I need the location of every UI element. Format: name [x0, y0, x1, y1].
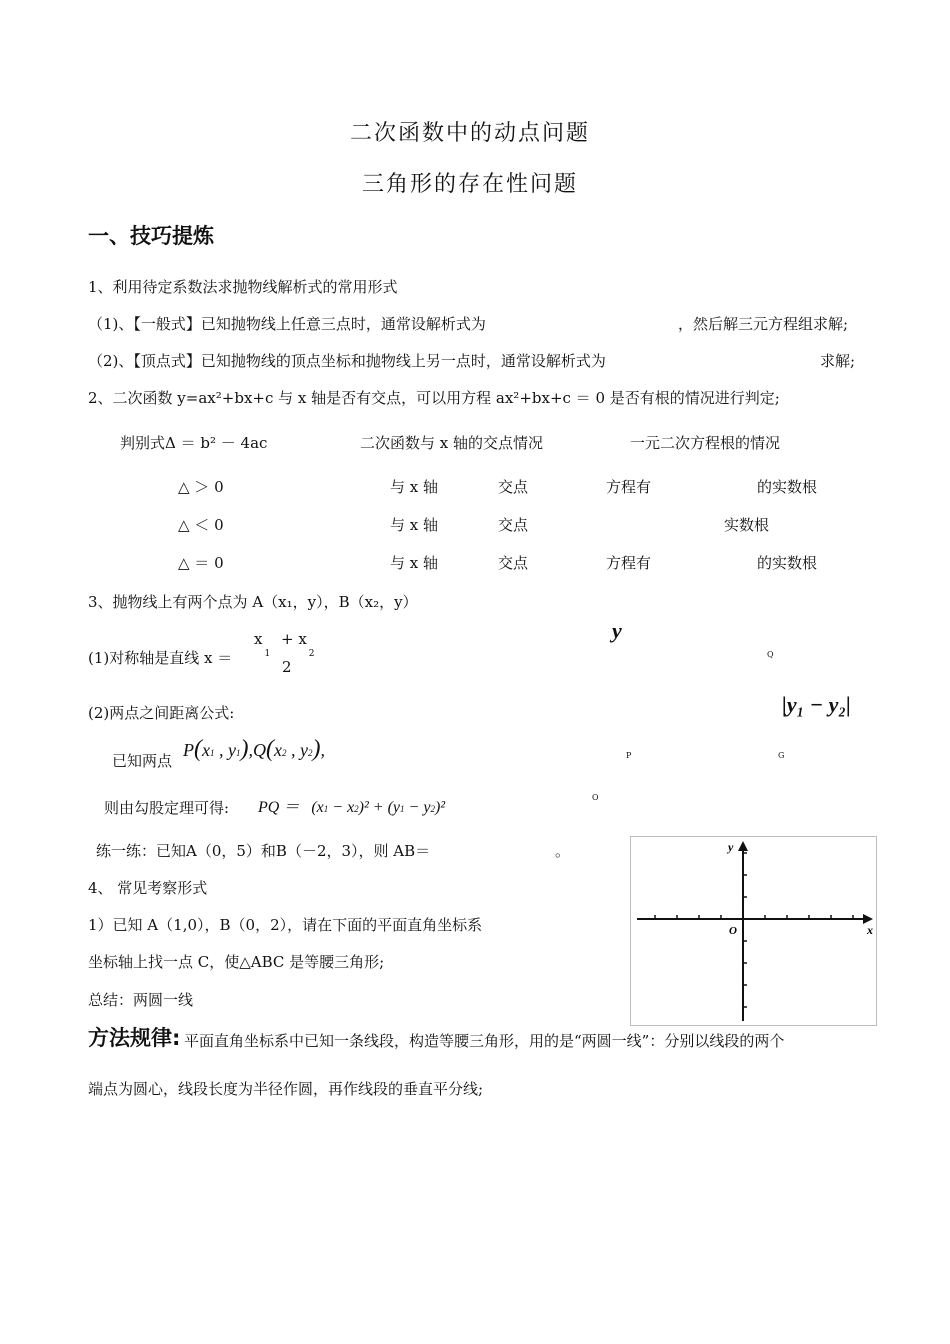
- points-formula: P(x1 , y1),Q(x2 , y2),: [183, 736, 325, 762]
- table-cell: 方程有: [606, 554, 652, 572]
- fig-label-o: O: [592, 793, 599, 802]
- table-header-discriminant: 判别式Δ ＝ b² － 4ac: [120, 434, 268, 452]
- distance-formula: PQ ＝ (x1 − x2)² + (y1 − y2)²: [258, 799, 446, 816]
- table-cell: △ ＜ 0: [178, 516, 224, 534]
- x-axis-label: x: [867, 923, 873, 937]
- fig-label-q: Q: [767, 650, 774, 659]
- axis-fraction: $x_1 + x_2$ 2: [254, 630, 315, 676]
- practice-question: 练一练：已知A（0，5）和B（－2，3），则 AB＝: [96, 842, 431, 860]
- table-cell: 的实数根: [757, 478, 818, 496]
- table-header-intersection: 二次函数与 x 轴的交点情况: [360, 434, 543, 452]
- table-cell: 交点: [498, 554, 529, 572]
- table-cell: 方程有: [606, 478, 652, 496]
- item-4-1: 1）已知 A（1,0），B（0，2），请在下面的平面直角坐标系: [88, 916, 483, 934]
- doc-title: 二次函数中的动点问题: [350, 121, 591, 146]
- item-4-2: 坐标轴上找一点 C，使△ABC 是等腰三角形;: [88, 953, 385, 971]
- fig-label-abs: |y₁ − y₂|: [782, 692, 851, 717]
- item-1: 1、利用待定系数法求抛物线解析式的常用形式: [88, 278, 398, 296]
- fig-label-p: P: [626, 751, 632, 760]
- y-axis-arrow: [738, 841, 748, 851]
- table-cell: △ ＝ 0: [178, 554, 224, 572]
- method-label: 方法规律:: [88, 1026, 181, 1050]
- pythagoras-label: 则由勾股定理可得:: [104, 799, 230, 817]
- item-3-2: (2)两点之间距离公式:: [88, 704, 235, 722]
- table-cell: 交点: [498, 516, 529, 534]
- origin-label: O: [729, 925, 737, 937]
- item-1-2: （2)、【顶点式】已知抛物线的顶点坐标和抛物线上另一点时，通常设解析式为: [88, 352, 606, 370]
- table-header-roots: 一元二次方程根的情况: [630, 434, 781, 452]
- fig-label-g: G: [778, 751, 785, 760]
- item-4: 4、 常见考察形式: [88, 879, 208, 897]
- item-2: 2、二次函数 y=ax²+bx+c 与 x 轴是否有交点，可以用方程 ax²+bx+c ＝ 0 是否有根的情况进行判定;: [88, 389, 780, 407]
- method-text-2: 端点为圆心，线段长度为半径作圆，再作线段的垂直平分线;: [88, 1080, 484, 1098]
- table-cell: 与 x 轴: [390, 516, 438, 534]
- fig-label-y: y: [612, 618, 622, 643]
- coordinate-graph: [630, 836, 877, 1026]
- summary: 总结：两圆一线: [88, 991, 194, 1009]
- table-cell: 交点: [498, 478, 529, 496]
- item-3: 3、抛物线上有两个点为 A（x₁，y），B（x₂，y）: [88, 593, 418, 611]
- table-cell: 的实数根: [757, 554, 818, 572]
- item-1-2-tail: 求解;: [820, 352, 856, 370]
- item-3-1: (1)对称轴是直线 x ＝: [88, 649, 233, 667]
- item-1-1: （1)、【一般式】已知抛物线上任意三点时，通常设解析式为: [88, 315, 486, 333]
- table-cell: △ ＞ 0: [178, 478, 224, 496]
- section-heading: 一、技巧提炼: [88, 224, 214, 248]
- table-cell: 实数根: [724, 516, 770, 534]
- table-cell: 与 x 轴: [390, 554, 438, 572]
- coordinate-axes: [631, 837, 876, 1025]
- item-1-1-tail: ，然后解三元方程组求解;: [678, 315, 849, 333]
- doc-subtitle: 三角形的存在性问题: [362, 172, 579, 197]
- known-points-label: 已知两点: [112, 752, 173, 770]
- practice-end: 。: [555, 842, 571, 860]
- table-cell: 与 x 轴: [390, 478, 438, 496]
- y-axis-label: y: [728, 840, 734, 854]
- method-text-1: 平面直角坐标系中已知一条线段，构造等腰三角形，用的是“两圆一线”：分别以线段的两个: [184, 1032, 785, 1050]
